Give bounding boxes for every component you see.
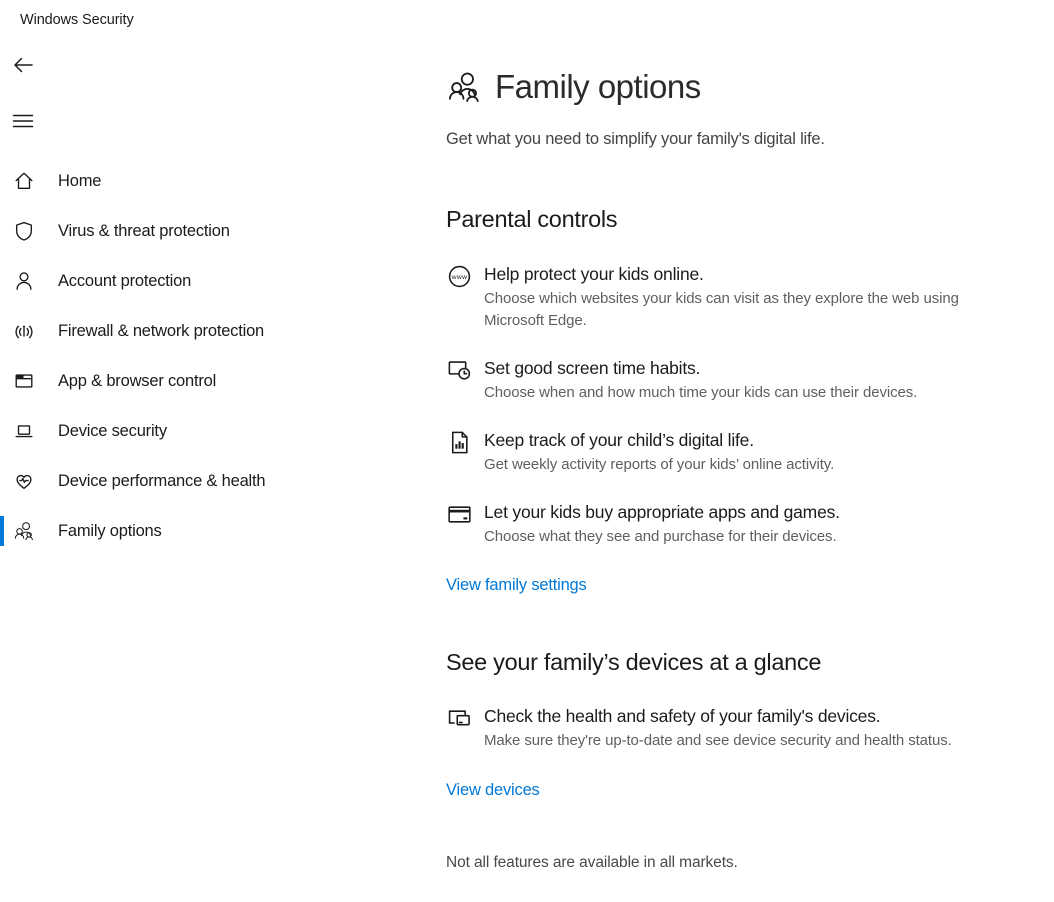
view-devices-link[interactable]: View devices bbox=[446, 781, 540, 799]
feature-title: Keep track of your child’s digital life. bbox=[484, 430, 754, 450]
sidebar-item-home[interactable] bbox=[0, 156, 320, 206]
sidebar-item-label: Family options bbox=[58, 521, 162, 540]
devices-icon bbox=[446, 704, 484, 752]
sidebar-item-label: Virus & threat protection bbox=[58, 221, 230, 240]
person-icon bbox=[12, 269, 36, 293]
page-title: Family options bbox=[495, 68, 701, 105]
feature-activity-reports bbox=[446, 428, 1016, 476]
family-icon bbox=[12, 519, 36, 543]
sidebar-item-device-performance-health[interactable] bbox=[0, 456, 320, 506]
feature-description: Choose what they see and purchase for their devices. bbox=[484, 528, 837, 545]
feature-description: Get weekly activity reports of your kids’ online activity. bbox=[484, 456, 835, 473]
sidebar-item-device-security[interactable] bbox=[0, 406, 320, 456]
feature-description: Choose which websites your kids can visit as they explore the web using Microsoft Edge. bbox=[484, 290, 959, 329]
web-globe-icon bbox=[446, 262, 484, 332]
footer-note: Not all features are available in all markets. bbox=[446, 854, 738, 871]
feature-title: Let your kids buy appropriate apps and games. bbox=[484, 502, 840, 522]
section-heading-family-devices: See your family’s devices at a glance bbox=[446, 649, 822, 675]
sidebar-item-virus-threat-protection[interactable] bbox=[0, 206, 320, 256]
heart-pulse-icon bbox=[12, 469, 36, 493]
svg-text:www: www bbox=[451, 273, 468, 281]
sidebar-item-label: Account protection bbox=[58, 271, 192, 290]
back-arrow-icon bbox=[11, 53, 35, 77]
shield-icon bbox=[12, 219, 36, 243]
feature-description: Make sure they're up-to-date and see device security and health status. bbox=[484, 732, 952, 749]
feature-protect-kids-online bbox=[446, 262, 1016, 332]
sidebar-item-label: Firewall & network protection bbox=[58, 321, 265, 340]
back-button[interactable] bbox=[9, 51, 37, 79]
app-window-icon bbox=[12, 369, 36, 393]
window-title: Windows Security bbox=[20, 12, 134, 28]
feature-device-health bbox=[446, 704, 1016, 752]
feature-title: Check the health and safety of your family's devices. bbox=[484, 706, 881, 726]
feature-purchases bbox=[446, 500, 1016, 548]
family-icon bbox=[446, 69, 482, 105]
selected-accent-bar bbox=[0, 516, 4, 546]
sidebar-item-label: Home bbox=[58, 171, 102, 190]
sidebar-item-firewall-network-protection[interactable] bbox=[0, 306, 320, 356]
page-header bbox=[446, 68, 701, 106]
feature-description: Choose when and how much time your kids can use their devices. bbox=[484, 384, 918, 401]
feature-screen-time bbox=[446, 356, 1016, 404]
section-heading-parental-controls: Parental controls bbox=[446, 206, 618, 232]
screen-time-icon bbox=[446, 356, 484, 404]
purchase-card-icon bbox=[446, 500, 484, 548]
sidebar-item-label: Device performance & health bbox=[58, 471, 266, 490]
laptop-icon bbox=[12, 419, 36, 443]
hamburger-menu-icon bbox=[11, 109, 35, 133]
sidebar-item-label: Device security bbox=[58, 421, 167, 440]
sidebar-item-app-browser-control[interactable] bbox=[0, 356, 320, 406]
sidebar bbox=[0, 156, 320, 556]
menu-button[interactable] bbox=[9, 107, 37, 135]
feature-title: Set good screen time habits. bbox=[484, 358, 701, 378]
feature-title: Help protect your kids online. bbox=[484, 264, 704, 284]
network-icon bbox=[12, 319, 36, 343]
activity-report-icon bbox=[446, 428, 484, 476]
home-icon bbox=[12, 169, 36, 193]
view-family-settings-link[interactable]: View family settings bbox=[446, 576, 587, 594]
sidebar-item-family-options[interactable] bbox=[0, 506, 320, 556]
page-subtitle: Get what you need to simplify your family's digital life. bbox=[446, 130, 825, 148]
sidebar-item-account-protection[interactable] bbox=[0, 256, 320, 306]
sidebar-item-label: App & browser control bbox=[58, 371, 217, 390]
